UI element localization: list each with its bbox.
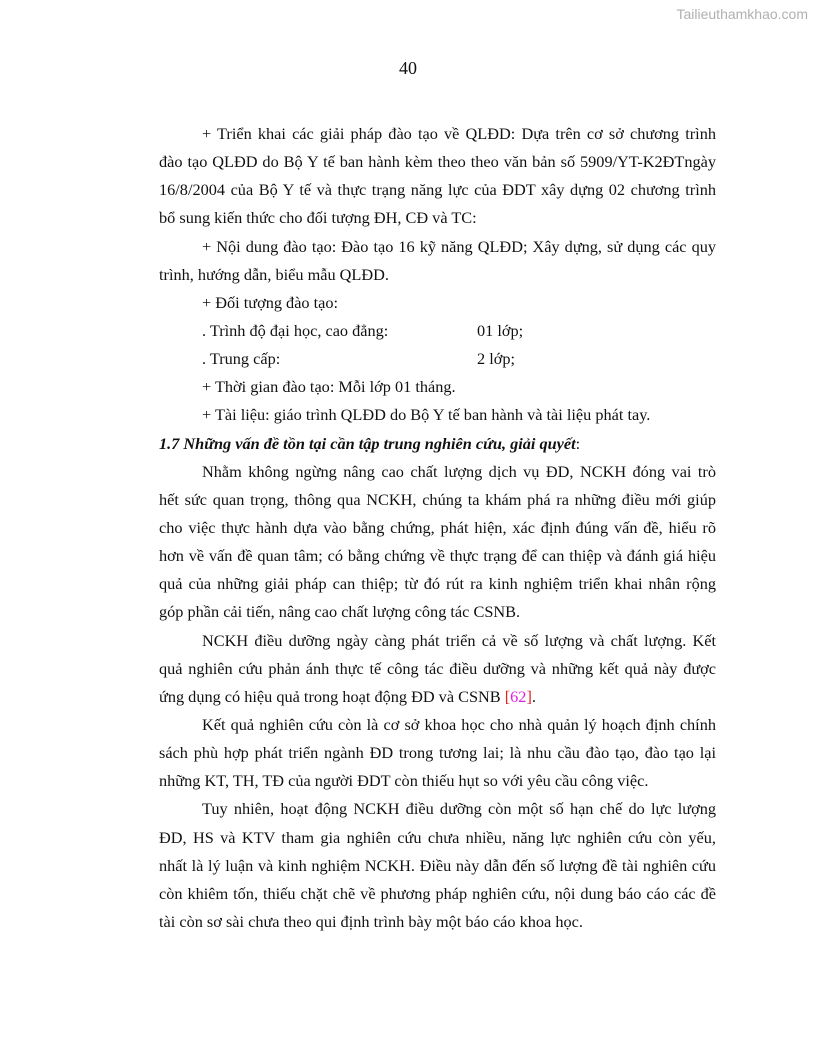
text-line: còn khiêm tốn, thiếu chặt chẽ về phương pháp nghiên cứu, nội dung báo cáo các đề bbox=[159, 883, 716, 903]
text-line: + Triển khai các giải pháp đào tạo về QLĐD: Dựa trên cơ sở chương trình bbox=[202, 124, 716, 143]
citation-bracket: ] bbox=[526, 686, 532, 706]
citation-number: 62 bbox=[510, 686, 527, 706]
document-body bbox=[159, 120, 716, 936]
text-line: Kết quả nghiên cứu còn là cơ sở khoa học cho nhà quản lý hoạch định chính bbox=[202, 714, 716, 734]
text-span: ứng dụng có hiệu quả trong hoạt động ĐD và CSNB bbox=[159, 686, 505, 706]
text-line: 16/8/2004 của Bộ Y tế và thực trạng năng lực của ĐDT xây dựng 02 chương trình bbox=[159, 180, 716, 200]
trainee-row bbox=[159, 345, 716, 373]
paragraph-trainees: + Đối tượng đào tạo: bbox=[202, 292, 339, 312]
paragraph-duration: + Thời gian đào tạo: Mỗi lớp 01 tháng. bbox=[202, 377, 456, 397]
text-line: bổ sung kiến thức cho đối tượng ĐH, CĐ và TC: bbox=[159, 208, 477, 228]
text-line: NCKH điều dưỡng ngày càng phát triển cả về số lượng và chất lượng. Kết bbox=[202, 630, 716, 650]
text-line: sách phù hợp phát triển ngành ĐD trong tương lai; là nhu cầu đào tạo, đào tạo lại bbox=[159, 743, 716, 763]
text-line: góp phần cải tiến, nâng cao chất lượng công tác CSNB. bbox=[159, 602, 521, 622]
text-line bbox=[159, 683, 716, 711]
trainee-value: 01 lớp; bbox=[477, 320, 524, 340]
paragraph-materials: + Tài liệu: giáo trình QLĐD do Bộ Y tế ban hành và tài liệu phát tay. bbox=[202, 405, 651, 425]
text-line: ĐD, HS và KTV tham gia nghiên cứu chưa nhiều, năng lực nghiên cứu còn yếu, bbox=[159, 827, 716, 847]
page-number: 40 bbox=[399, 58, 417, 78]
section-heading-text: 1.7 Những vấn đề tồn tại cần tập trung nghiên cứu, giải quyết bbox=[159, 433, 576, 453]
watermark: Tailieuthamkhao.com bbox=[676, 6, 808, 22]
trainee-value: 2 lớp; bbox=[477, 349, 516, 369]
citation-bracket: [ bbox=[504, 686, 511, 706]
trainee-label: . Trình độ đại học, cao đẳng: bbox=[202, 320, 389, 340]
section-heading bbox=[159, 430, 716, 458]
trainee-row bbox=[159, 317, 716, 345]
text-line: tài còn sơ sài chưa theo qui định trình bày một báo cáo khoa học. bbox=[159, 911, 583, 931]
paragraph-training-content bbox=[159, 233, 716, 289]
citation-link[interactable] bbox=[505, 687, 532, 706]
paragraph-training-solutions bbox=[159, 120, 716, 233]
text-line: Tuy nhiên, hoạt động NCKH điều dưỡng còn một số hạn chế do lực lượng bbox=[202, 799, 716, 819]
text-line: trình, hướng dẫn, biểu mẫu QLĐD. bbox=[159, 264, 389, 284]
paragraph-research-importance bbox=[159, 458, 716, 627]
paragraph-limitations bbox=[159, 795, 716, 936]
trainee-label: . Trung cấp: bbox=[202, 349, 281, 369]
text-line: quả nghiên cứu phản ánh thực tế công tác điều dưỡng và những kết quả này được bbox=[159, 658, 716, 678]
text-line: Nhằm không ngừng nâng cao chất lượng dịch vụ ĐD, NCKH đóng vai trò bbox=[202, 461, 716, 481]
text-line: + Nội dung đào tạo: Đào tạo 16 kỹ năng QLĐD; Xây dựng, sử dụng các quy bbox=[202, 236, 716, 256]
text-line: đào tạo QLĐD do Bộ Y tế ban hành kèm theo theo văn bản số 5909/YT-K2ĐTngày bbox=[159, 152, 716, 172]
text-line: cho việc thực hành dựa vào bằng chứng, phát hiện, xác định đúng vấn đề, hiểu rõ bbox=[159, 517, 716, 537]
text-line: hết sức quan trọng, thông qua NCKH, chúng ta khám phá ra những điều mới giúp bbox=[159, 489, 716, 509]
text-line: hơn về vấn đề quan tâm; có bằng chứng về thực trạng để can thiệp và đánh giá hiệu bbox=[159, 546, 716, 566]
heading-colon: : bbox=[575, 433, 581, 453]
text-line: những KT, TH, TĐ của người ĐDT còn thiếu hụt so với yêu cầu công việc. bbox=[159, 771, 649, 791]
paragraph-research-results bbox=[159, 711, 716, 795]
paragraph-research-development bbox=[159, 627, 716, 711]
text-span: . bbox=[531, 686, 536, 706]
text-line: quả của những giải pháp can thiệp; từ đó rút ra kinh nghiệm triển khai nhân rộng bbox=[159, 574, 716, 594]
text-line: nhất là lý luận và kinh nghiệm NCKH. Điều này dẫn đến số lượng đề tài nghiên cứu bbox=[159, 855, 716, 875]
